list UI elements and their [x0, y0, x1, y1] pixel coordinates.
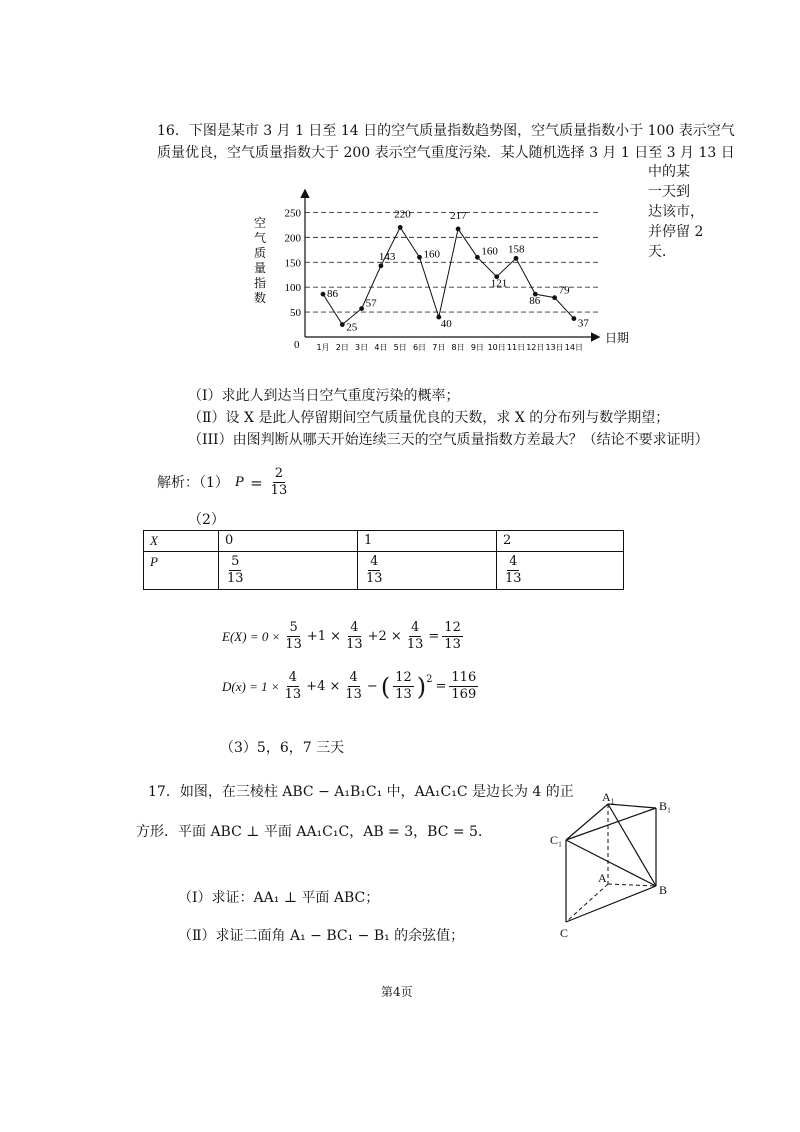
equals-sign: =: [250, 473, 263, 492]
q16-line1: 16．下图是某市 3 月 1 日至 14 日的空气质量指数趋势图，空气质量指数小于 100 表示空气: [157, 123, 735, 139]
table-cell: X: [144, 531, 219, 552]
table-cell: 0: [219, 531, 358, 552]
table-cell: P: [144, 552, 219, 590]
x-tick-label: 11日: [506, 343, 526, 352]
data-label: 40: [440, 318, 452, 331]
data-label: 217: [450, 209, 467, 222]
cell-fraction: [503, 554, 524, 587]
x-tick-label: 1月: [316, 343, 330, 352]
expectation-formula: [222, 620, 463, 653]
table-row: [144, 531, 624, 552]
table-cell: [219, 552, 358, 590]
table-cell: 2: [497, 531, 624, 552]
y-axis-title-char: 质: [253, 246, 267, 260]
label-a1: A₁: [602, 790, 615, 804]
data-point: [321, 292, 326, 297]
edge-a1b1: [608, 804, 656, 808]
data-label: 79: [558, 284, 570, 297]
x-tick-label: 7日: [432, 343, 446, 352]
data-label: 86: [327, 288, 338, 301]
y-tick-label: 50: [290, 307, 301, 320]
fraction: [283, 620, 304, 653]
table-cell: [497, 552, 624, 590]
cell-fraction: [225, 554, 246, 587]
q16-part1: （Ⅰ）求此人到达当日空气重度污染的概率；: [188, 388, 460, 404]
data-point: [359, 306, 364, 311]
label-c1: C₁: [550, 833, 563, 847]
label-b1: B₁: [659, 799, 672, 813]
data-label: 160: [481, 245, 498, 258]
fraction: [343, 670, 364, 703]
fraction-numerator: 4: [350, 620, 359, 635]
label-b: B: [659, 883, 668, 897]
variance-formula: [222, 670, 478, 703]
fraction-denominator: 13: [444, 637, 461, 652]
y-axis-title-char: 空: [253, 216, 267, 230]
fraction-numerator: 2: [274, 466, 284, 481]
data-point: [379, 263, 384, 268]
fraction-denominator: 13: [270, 483, 288, 498]
y-axis-title-char: 量: [253, 261, 267, 275]
data-point: [514, 256, 519, 261]
edge-ac-hidden: [566, 884, 608, 922]
edge-cb: [566, 886, 656, 922]
x-tick-label: 10日: [487, 343, 506, 352]
fraction-denominator: 13: [284, 687, 302, 702]
formula-text: +4 ×: [306, 679, 341, 694]
edge-c1b1: [566, 808, 656, 840]
air-quality-line-chart: [250, 185, 640, 360]
side-line: 一天到: [648, 184, 690, 200]
data-point: [475, 255, 480, 260]
fraction-denominator: 13: [345, 687, 362, 702]
y-axis-title: [254, 215, 266, 305]
fraction: [449, 670, 478, 703]
data-label: 158: [508, 243, 525, 256]
edge-ab-hidden: [608, 884, 656, 886]
y-tick-label: 150: [284, 257, 301, 270]
y-axis-title-char: 数: [253, 291, 267, 305]
q17-line1: 17．如图，在三棱柱 ABC − A₁B₁C₁ 中，AA₁C₁C 是边长为 4 的正: [148, 784, 574, 800]
q17-line2: 方形．平面 ABC ⊥ 平面 AA₁C₁C，AB = 3，BC = 5．: [136, 824, 492, 840]
fraction-numerator: 5: [231, 554, 240, 569]
data-label: 220: [394, 208, 411, 221]
solution-part1: [157, 466, 289, 499]
data-point: [417, 255, 422, 260]
y-axis-title-char: 指: [253, 276, 267, 290]
label-c: C: [560, 926, 569, 940]
y-tick-label: 100: [284, 282, 301, 295]
prism-figure: [548, 790, 688, 945]
fraction-numerator: 116: [451, 670, 477, 685]
cell-fraction: [364, 554, 385, 587]
formula-text: −: [366, 679, 378, 694]
x-tick-label: 3日: [355, 343, 369, 352]
data-label: 160: [423, 248, 440, 261]
paren-open: (: [380, 672, 391, 701]
q16-side-text: [648, 162, 718, 262]
fraction: [442, 620, 463, 653]
x-tick-label: 13日: [545, 343, 564, 352]
solution-part2-label: （2）: [188, 512, 225, 528]
fraction-denominator: 169: [451, 687, 477, 702]
fraction-denominator: 13: [227, 571, 244, 586]
side-line: 并停留 2: [648, 224, 704, 240]
fraction-numerator: 4: [370, 554, 379, 569]
distribution-table: [143, 530, 624, 590]
x-tick-label: 14日: [564, 343, 583, 352]
fraction-numerator: 4: [509, 554, 518, 569]
data-point: [398, 225, 403, 230]
x-axis-title: 日期: [605, 331, 630, 345]
solution-intro: 解析：（1）: [157, 474, 229, 491]
data-label: 121: [490, 277, 508, 290]
q17-part1: （Ⅰ）求证：AA₁ ⊥ 平面 ABC；: [178, 890, 380, 906]
fraction-numerator: 12: [395, 670, 412, 685]
fraction: [393, 670, 414, 703]
formula-text: +1 ×: [306, 629, 342, 644]
q16-part3: （III）由图判断从哪天开始连续三天的空气质量指数方差最大？（结论不要求证明）: [188, 432, 709, 448]
side-line: 达该市，: [648, 204, 704, 220]
fraction-denominator: 13: [346, 637, 363, 652]
edge-a1c1: [566, 804, 608, 840]
fraction: [283, 670, 304, 703]
fraction: [405, 620, 426, 653]
y-tick-label: 250: [284, 207, 301, 220]
fraction-numerator: 12: [444, 620, 461, 635]
exponent: 2: [426, 674, 433, 685]
table-cell: 1: [358, 531, 497, 552]
x-tick-label: 6日: [412, 343, 427, 352]
fraction-denominator: 13: [285, 637, 302, 652]
side-line: 中的某: [648, 164, 690, 180]
fraction-denominator: 13: [395, 687, 412, 702]
solution-part3: （3）5，6，7 三天: [220, 740, 345, 756]
data-label: 86: [529, 295, 541, 308]
paren-close: ): [416, 672, 427, 701]
data-label: 37: [577, 317, 589, 330]
formula-text: =: [428, 629, 440, 644]
x-tick-label: 5日: [393, 343, 407, 352]
origin-label: 0: [294, 339, 300, 351]
fraction-denominator: 13: [406, 637, 424, 652]
formula-text: =: [435, 679, 447, 694]
side-line: 天．: [648, 244, 676, 260]
fraction-numerator: 5: [289, 620, 298, 635]
fraction-numerator: 4: [410, 620, 420, 635]
data-point: [340, 322, 345, 327]
formula-text: E(X) = 0 ×: [222, 628, 281, 644]
data-label: 57: [365, 297, 377, 310]
data-label: 25: [346, 321, 358, 334]
table-row: [144, 552, 624, 590]
fraction-numerator: 4: [349, 670, 358, 685]
x-tick-label: 12日: [526, 343, 545, 352]
fraction: [344, 620, 365, 653]
formula-text: +2 ×: [367, 629, 402, 644]
x-tick-label: 8日: [451, 343, 465, 352]
data-point: [456, 227, 461, 232]
x-tick-label: 9日: [470, 343, 484, 352]
fraction-numerator: 4: [288, 670, 298, 685]
formula-text: D(x) = 1 ×: [222, 678, 280, 694]
q16-line2: 质量优良，空气质量指数大于 200 表示空气重度污染．某人随机选择 3 月 1 日至 3 月 13 日: [157, 145, 735, 161]
q17-part2: （Ⅱ）求证二面角 A₁ − BC₁ − B₁ 的余弦值；: [178, 928, 465, 944]
data-label: 143: [378, 250, 396, 263]
data-point: [552, 295, 557, 300]
x-tick-label: 2日: [335, 343, 349, 352]
page-number: 第4页: [381, 985, 413, 999]
probability-fraction: [269, 466, 290, 499]
table-cell: [358, 552, 497, 590]
fraction-denominator: 13: [366, 571, 383, 586]
label-a: A: [598, 871, 607, 885]
y-axis-title-char: 气: [253, 231, 267, 245]
data-point: [572, 316, 577, 321]
fraction-denominator: 13: [505, 571, 522, 586]
x-tick-label: 4日: [374, 343, 388, 352]
y-tick-label: 200: [284, 232, 301, 245]
q16-part2: （Ⅱ）设 X 是此人停留期间空气质量优良的天数，求 X 的分布列与数学期望；: [188, 410, 670, 426]
p-variable: P: [234, 474, 245, 490]
